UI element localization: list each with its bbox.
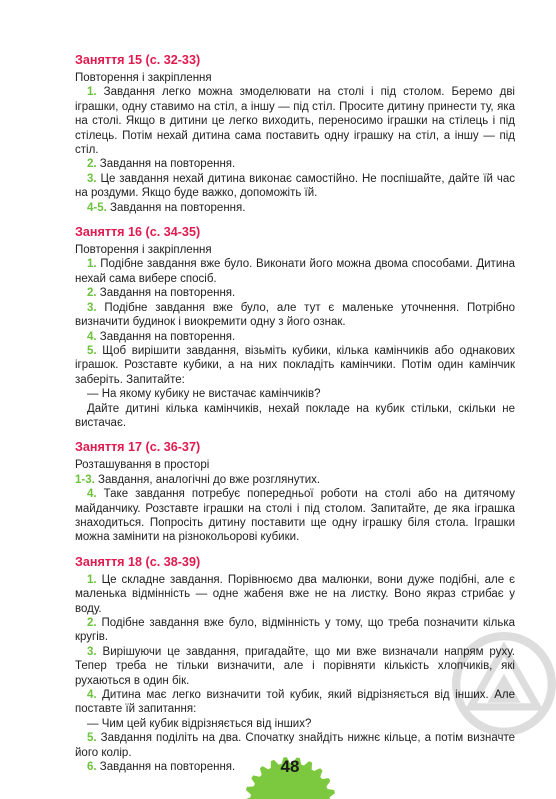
- task-number: 2.: [87, 158, 97, 171]
- task-number: 5.: [87, 344, 97, 357]
- task-text: — Чим цей кубик відрізняється від інших?: [87, 717, 312, 730]
- lesson-heading: Заняття 17 (с. 36-37): [75, 440, 201, 455]
- task-paragraph: [75, 257, 515, 286]
- task-paragraph: [75, 402, 515, 431]
- document-body: [75, 52, 515, 783]
- task-number: 4-5.: [87, 201, 107, 214]
- task-text: Подібне завдання вже було, але тут є маленьке уточнення. Потрібно визначити будинок і виокремити одну з його ознак.: [75, 301, 515, 329]
- task-text: Це складне завдання. Порівнюємо два малюнки, вони дуже подібні, але є маленька відмінність — одне жабеня вже не на листку. Воно якраз стрибає у воду.: [75, 573, 515, 615]
- task-number: 2.: [87, 617, 97, 629]
- lesson-section: [75, 52, 515, 215]
- task-text: Завдання на повторення.: [96, 330, 236, 343]
- task-text: — На якому кубику не вистачає камінчиків?: [87, 388, 321, 401]
- task-number: 6.: [87, 761, 97, 774]
- task-text: Дитина має легко визначити той кубик, який відрізняється від інших. Але поставте їй запитання:: [75, 689, 515, 716]
- lesson-heading: Заняття 16 (с. 34-35): [75, 225, 201, 240]
- task-paragraph: [75, 688, 515, 717]
- task-paragraph: [75, 85, 515, 157]
- task-number: 4.: [87, 689, 97, 702]
- task-number: 4.: [87, 488, 97, 501]
- task-number: 5.: [87, 732, 97, 745]
- task-paragraph: [75, 286, 515, 300]
- task-number: 2.: [87, 287, 97, 300]
- task-paragraph: [75, 717, 515, 731]
- task-text: Це завдання нехай дитина виконає самостійно. Не поспішайте, дайте їй час на роздуми. Якщо буде важко, допоможіть їй.: [75, 172, 515, 200]
- task-number: 1.: [87, 573, 97, 586]
- task-paragraph: [75, 487, 515, 545]
- lesson-heading: Заняття 15 (с. 32-33): [75, 53, 201, 67]
- task-paragraph: [75, 344, 515, 387]
- task-number: 3.: [87, 645, 97, 658]
- watermark-logo-icon: [452, 632, 556, 736]
- page-number: 48: [280, 757, 300, 776]
- task-paragraph: [75, 616, 515, 645]
- task-text: Завдання на повторення.: [96, 287, 236, 300]
- task-number: 1.: [87, 258, 97, 271]
- task-paragraph: [75, 573, 515, 616]
- lesson-section: [75, 224, 515, 430]
- task-paragraph: [75, 473, 515, 487]
- lesson-heading: Заняття 18 (с. 38-39): [75, 554, 201, 569]
- task-number: 3.: [87, 172, 97, 185]
- task-paragraph: [75, 201, 515, 215]
- lesson-subtitle: Розташування в просторі: [75, 459, 210, 472]
- task-paragraph: [75, 645, 515, 688]
- task-number: 3.: [87, 301, 97, 314]
- task-number: 1.: [87, 86, 97, 99]
- task-paragraph: [75, 157, 515, 171]
- task-text: Таке завдання потребує попередньої роботи на столі або на дитячому майданчику. Розставте іграшки на столі і під столом. Запитайте, де яка іграшка знаходиться. Попросіть дитину поставити ще одну іграшку біля стола. Іграшки можна замінити на різнокольорові кубики.: [75, 488, 515, 544]
- task-paragraph: [75, 172, 515, 201]
- task-text: Щоб вирішити завдання, візьміть кубики, кілька камінчиків або однакових іграшок. Розставте кубики, а на них покладіть камінчики. Потім один камінчик заберіть. Запитайте:: [75, 344, 515, 386]
- lesson-subtitle: Повторення і закріплення: [75, 244, 212, 257]
- task-text: Дайте дитині кілька камінчиків, нехай покладе на кубик стільки, скільки не вистачає.: [75, 402, 515, 429]
- task-text: Завдання на повторення.: [96, 158, 236, 171]
- lesson-section: [75, 439, 515, 544]
- task-text: Подібне завдання вже було, відмінність у тому, що треба позначити кілька кругів.: [75, 617, 515, 644]
- task-number: 4.: [87, 330, 97, 343]
- task-text: Завдання поділіть на два. Спочатку знайдіть нижнє кільце, а потім визначте його колір.: [75, 732, 515, 759]
- task-text: Завдання, аналогічні до вже розглянутих.: [94, 473, 321, 486]
- task-paragraph: [75, 330, 515, 344]
- task-text: Завдання легко можна змоделювати на столі і під столом. Беремо дві іграшки, одну ставимо на стіл, а іншу — під стіл. Просите дитину принести ту, яка на столі. Якщо в дитини це легко виходить, переносимо іграшки на стілець і під стілець. Потім нехай дитина сама поставить одну іграшку на стіл, а іншу — під стіл.: [75, 86, 515, 157]
- lesson-subtitle: Повторення і закріплення: [75, 72, 212, 84]
- task-number: 1-3.: [75, 473, 95, 486]
- task-text: Вирішуючи це завдання, пригадайте, що ми вже визначали напрям руху. Тепер треба не тільки визначити, але і порівняти кількість хлопчиків, які рухаються в один бік.: [75, 645, 515, 687]
- task-paragraph: [75, 301, 515, 330]
- task-text: Подібне завдання вже було. Виконати його можна двома способами. Дитина нехай сама вибере спосіб.: [75, 258, 515, 285]
- task-text: Завдання на повторення.: [106, 201, 246, 214]
- task-text: Завдання на повторення.: [96, 761, 236, 774]
- task-paragraph: [75, 387, 515, 401]
